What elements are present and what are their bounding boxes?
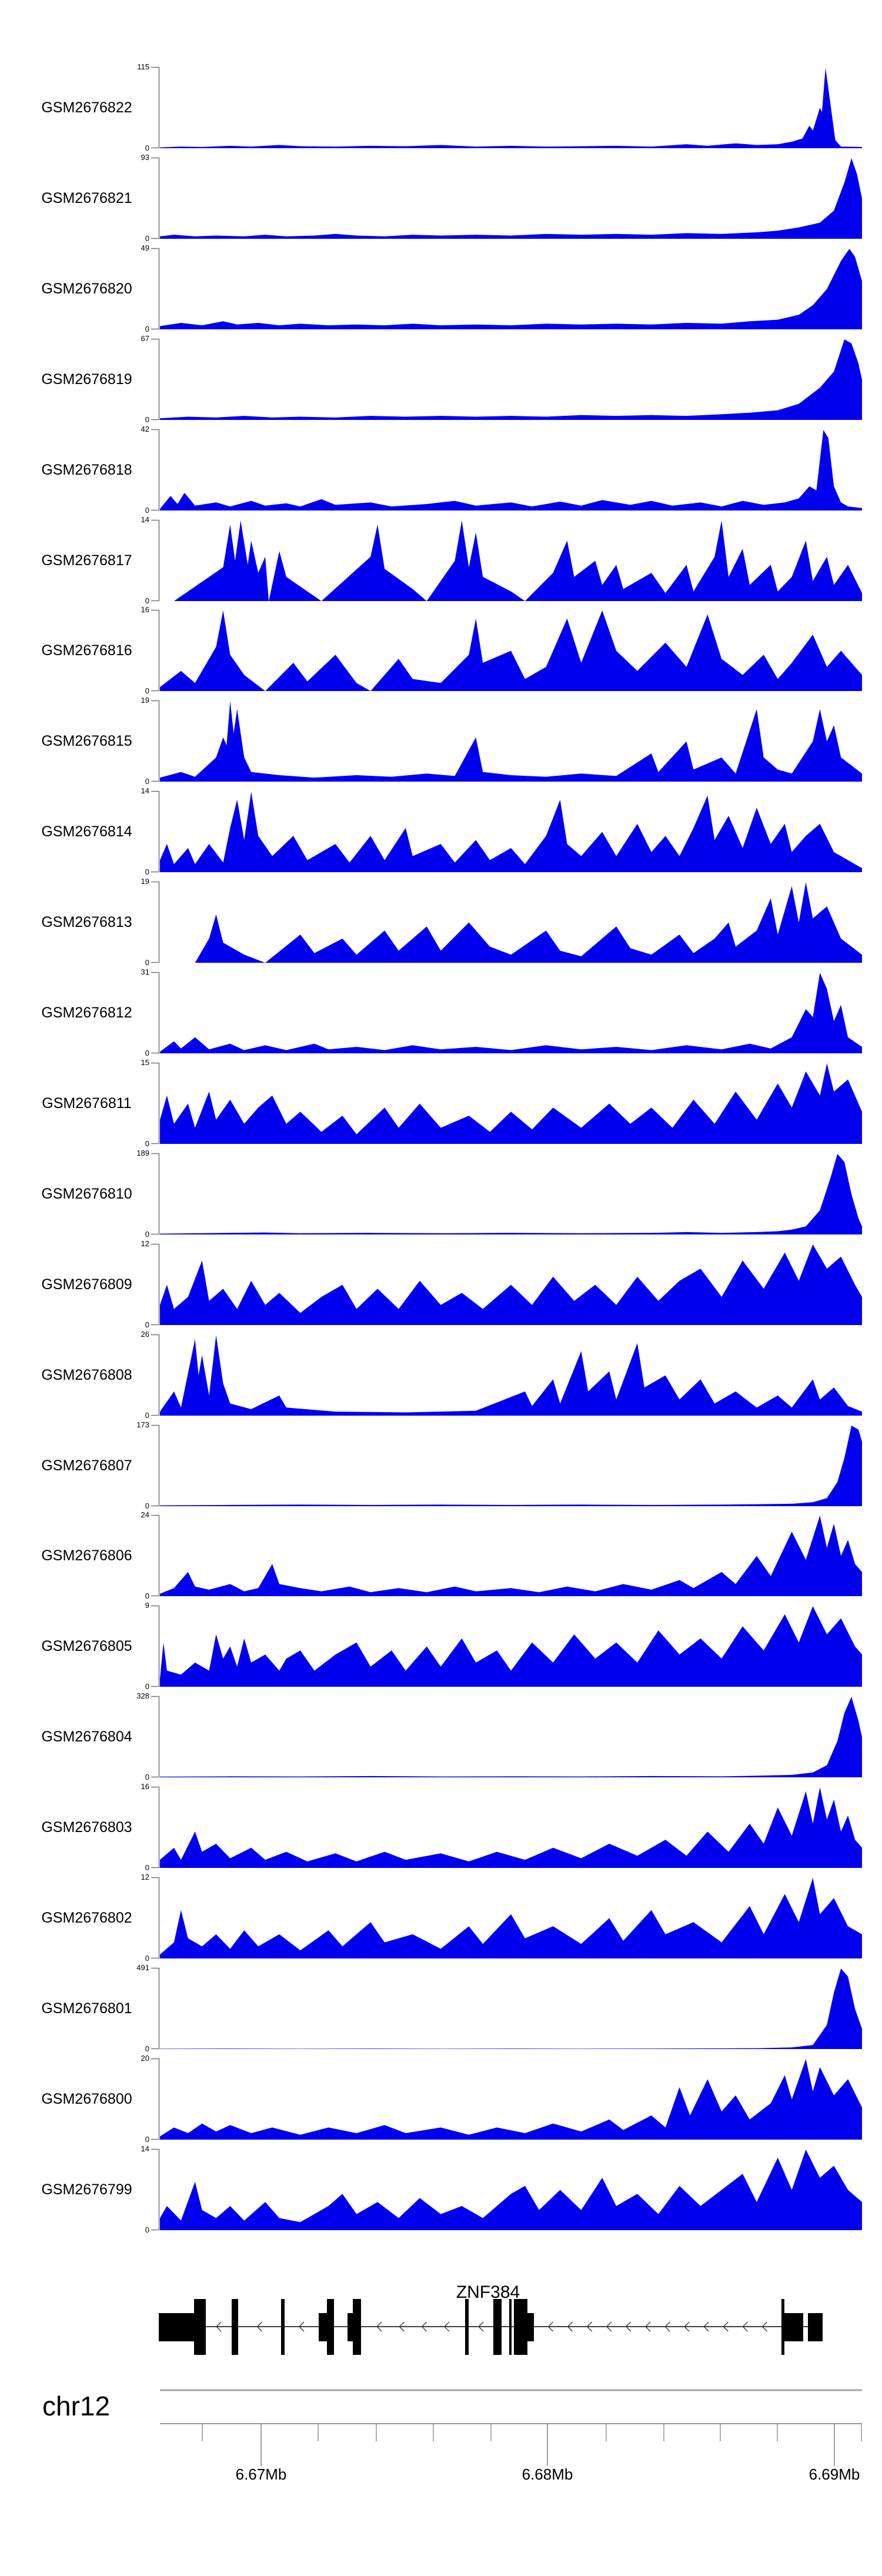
chromosome-label: chr12	[42, 2391, 111, 2421]
sample-label: GSM2676815	[41, 733, 132, 749]
sample-label: GSM2676819	[41, 371, 132, 388]
signal-area	[160, 1606, 862, 1687]
ymax-label: 24	[141, 1510, 149, 1519]
ybase-label: 0	[145, 1773, 149, 1781]
ybase-label: 0	[145, 1139, 149, 1148]
sample-label: GSM2676811	[42, 1095, 132, 1112]
signal-area	[160, 701, 862, 782]
ybase-label: 0	[145, 1863, 149, 1872]
sample-label: GSM2676807	[41, 1457, 132, 1474]
ymax-label: 19	[141, 877, 149, 886]
ybase-label: 0	[145, 1954, 149, 1963]
sample-label: GSM2676803	[41, 1819, 132, 1836]
sample-label: GSM2676804	[41, 1729, 132, 1745]
ymax-label: 19	[141, 696, 149, 705]
signal-area	[160, 1063, 862, 1144]
ymax-label: 115	[137, 62, 149, 71]
sample-label: GSM2676802	[41, 1910, 132, 1926]
axis-tick-label: 6.68Mb	[522, 2465, 573, 2483]
ybase-label: 0	[145, 596, 149, 605]
sample-label: GSM2676805	[41, 1638, 132, 1654]
ymax-label: 12	[141, 1873, 149, 1881]
ybase-label: 0	[145, 1230, 149, 1239]
ymax-label: 491	[136, 1963, 149, 1972]
ymax-label: 173	[136, 1420, 149, 1429]
gene-exon	[493, 2299, 502, 2355]
signal-area	[160, 1516, 862, 1596]
ymax-label: 31	[141, 967, 149, 976]
signal-area	[160, 1244, 862, 1325]
axis-tick-label: 6.69Mb	[808, 2465, 860, 2483]
signal-area	[160, 973, 862, 1053]
signal-area	[160, 610, 862, 691]
signal-area	[160, 1426, 862, 1506]
sample-label: GSM2676812	[41, 1005, 132, 1021]
ymax-label: 20	[141, 2054, 149, 2063]
ybase-label: 0	[145, 958, 149, 967]
signal-area	[160, 1787, 862, 1868]
gene-exon	[509, 2299, 512, 2355]
ybase-label: 0	[145, 2225, 149, 2234]
ymax-label: 67	[141, 334, 149, 343]
ybase-label: 0	[145, 2135, 149, 2144]
ymax-label: 12	[141, 1239, 149, 1248]
ymax-label: 14	[141, 515, 149, 524]
signal-area	[160, 2059, 862, 2140]
signal-area	[160, 339, 862, 420]
gene-utr-exon	[808, 2313, 823, 2341]
axis-tick-label: 6.67Mb	[235, 2465, 287, 2483]
ybase-label: 0	[145, 686, 149, 695]
ymax-label: 9	[145, 1601, 149, 1610]
ymax-label: 26	[141, 1330, 149, 1339]
sample-label: GSM2676809	[41, 1276, 132, 1293]
sample-label: GSM2676814	[41, 823, 132, 840]
gene-exon	[353, 2299, 361, 2355]
gene-utr-exon	[319, 2313, 328, 2341]
ymax-label: 42	[141, 425, 149, 433]
sample-label: GSM2676800	[41, 2091, 132, 2107]
signal-area	[160, 158, 862, 239]
sample-label: GSM2676808	[41, 1367, 132, 1383]
signal-area	[160, 2150, 862, 2230]
ybase-label: 0	[145, 867, 149, 876]
ybase-label: 0	[145, 777, 149, 786]
ymax-label: 14	[141, 786, 149, 795]
ybase-label: 0	[145, 1682, 149, 1691]
ybase-label: 0	[145, 1320, 149, 1329]
sample-label: GSM2676813	[41, 914, 132, 930]
signal-area	[160, 68, 862, 148]
ybase-label: 0	[145, 2044, 149, 2053]
gene-exon	[194, 2299, 206, 2355]
ymax-label: 93	[141, 153, 149, 162]
signal-area	[160, 1697, 862, 1777]
sample-label: GSM2676820	[41, 281, 132, 297]
signal-area	[160, 1878, 862, 1958]
signal-area	[160, 792, 862, 872]
ybase-label: 0	[145, 1411, 149, 1420]
sample-label: GSM2676818	[41, 462, 132, 478]
signal-area	[160, 882, 862, 963]
ybase-label: 0	[145, 234, 149, 243]
gene-name-label: ZNF384	[456, 2283, 520, 2302]
ybase-label: 0	[145, 1049, 149, 1057]
signal-area	[160, 1335, 862, 1416]
ymax-label: 328	[136, 1691, 149, 1700]
gene-exon	[232, 2299, 238, 2355]
gene-exon	[781, 2299, 784, 2355]
ybase-label: 0	[145, 1591, 149, 1600]
ybase-label: 0	[145, 325, 149, 333]
ybase-label: 0	[145, 506, 149, 515]
sample-label: GSM2676810	[41, 1186, 132, 1202]
ymax-label: 16	[141, 1782, 149, 1791]
gene-exon	[514, 2299, 527, 2355]
gene-exon	[327, 2299, 334, 2355]
ybase-label: 0	[145, 1501, 149, 1510]
gene-utr-exon	[784, 2313, 803, 2341]
gene-utr-exon	[159, 2313, 194, 2341]
sample-label: GSM2676822	[41, 99, 132, 116]
ymax-label: 49	[141, 243, 149, 252]
ybase-label: 0	[145, 144, 149, 152]
sample-label: GSM2676799	[41, 2181, 132, 2198]
ymax-label: 16	[141, 605, 149, 614]
ymax-label: 15	[141, 1058, 149, 1067]
gene-exon	[465, 2299, 469, 2355]
signal-area	[160, 1968, 862, 2049]
sample-label: GSM2676806	[41, 1547, 132, 1564]
sample-label: GSM2676817	[41, 552, 132, 569]
signal-area	[160, 520, 862, 601]
gene-utr-exon	[527, 2313, 534, 2341]
signal-area	[160, 430, 862, 510]
ymax-label: 189	[136, 1149, 149, 1157]
sample-label: GSM2676821	[41, 190, 132, 206]
ymax-label: 14	[141, 2144, 149, 2153]
gene-exon	[281, 2299, 285, 2355]
sample-label: GSM2676801	[41, 2000, 132, 2017]
ybase-label: 0	[145, 415, 149, 424]
sample-label: GSM2676816	[41, 642, 132, 659]
signal-area	[160, 249, 862, 329]
signal-area	[160, 1154, 862, 1234]
